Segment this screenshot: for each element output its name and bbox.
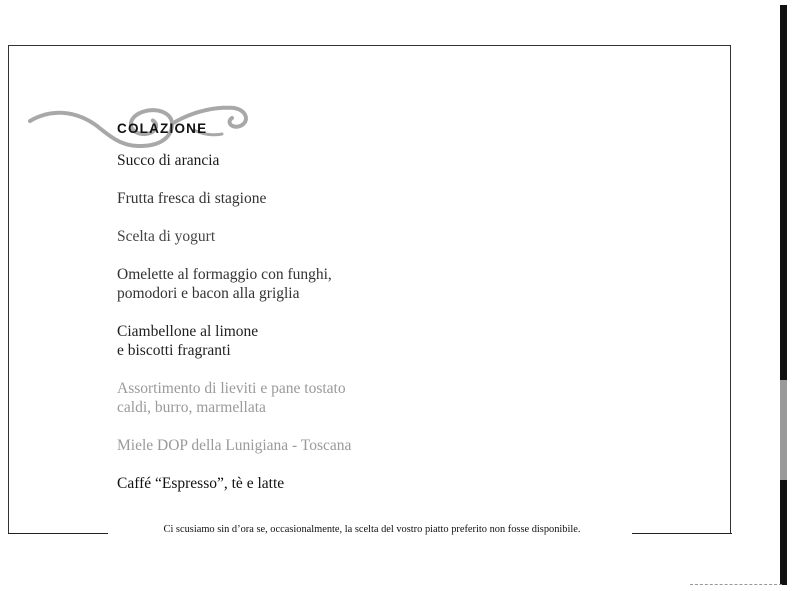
menu-item-line: Scelta di yogurt <box>117 228 216 245</box>
page-edge-bar-faded <box>780 380 787 480</box>
menu-item <box>117 379 351 417</box>
menu-item <box>117 227 351 246</box>
menu-item-line: e biscotti fragranti <box>117 342 231 359</box>
menu-item-line: Succo di arancia <box>117 152 220 169</box>
menu-item <box>117 474 351 493</box>
menu-item <box>117 189 351 208</box>
page-edge-bar <box>780 5 787 585</box>
menu-item-line: Miele DOP della Lunigiana - Toscana <box>117 437 352 454</box>
menu-item-line: caldi, burro, marmellata <box>117 399 266 416</box>
menu-item-line: Frutta fresca di stagione <box>117 190 267 207</box>
menu-item <box>117 265 351 303</box>
menu-item <box>117 151 351 170</box>
menu-item-line: Omelette al formaggio con funghi, <box>117 266 332 283</box>
frame-bottom-right-rule <box>632 533 732 534</box>
menu-item-line: Assortimento di lieviti e pane tostato <box>117 380 346 397</box>
frame-bottom-left-rule <box>8 533 108 534</box>
menu-item <box>117 322 351 360</box>
menu-item <box>117 436 351 455</box>
disclaimer-text: Ci scusiamo sin d’ora se, occasionalmente, la scelta del vostro piatto preferito non fosse disponibile. <box>163 524 581 535</box>
menu-item-line: Caffé “Espresso”, tè e latte <box>117 475 285 492</box>
section-title: COLAZIONE <box>117 121 208 136</box>
menu-item-line: Ciambellone al limone <box>117 323 259 340</box>
page-bottom-rule <box>690 584 782 585</box>
menu-item-line: pomodori e bacon alla griglia <box>117 285 300 302</box>
menu-list <box>117 151 351 512</box>
